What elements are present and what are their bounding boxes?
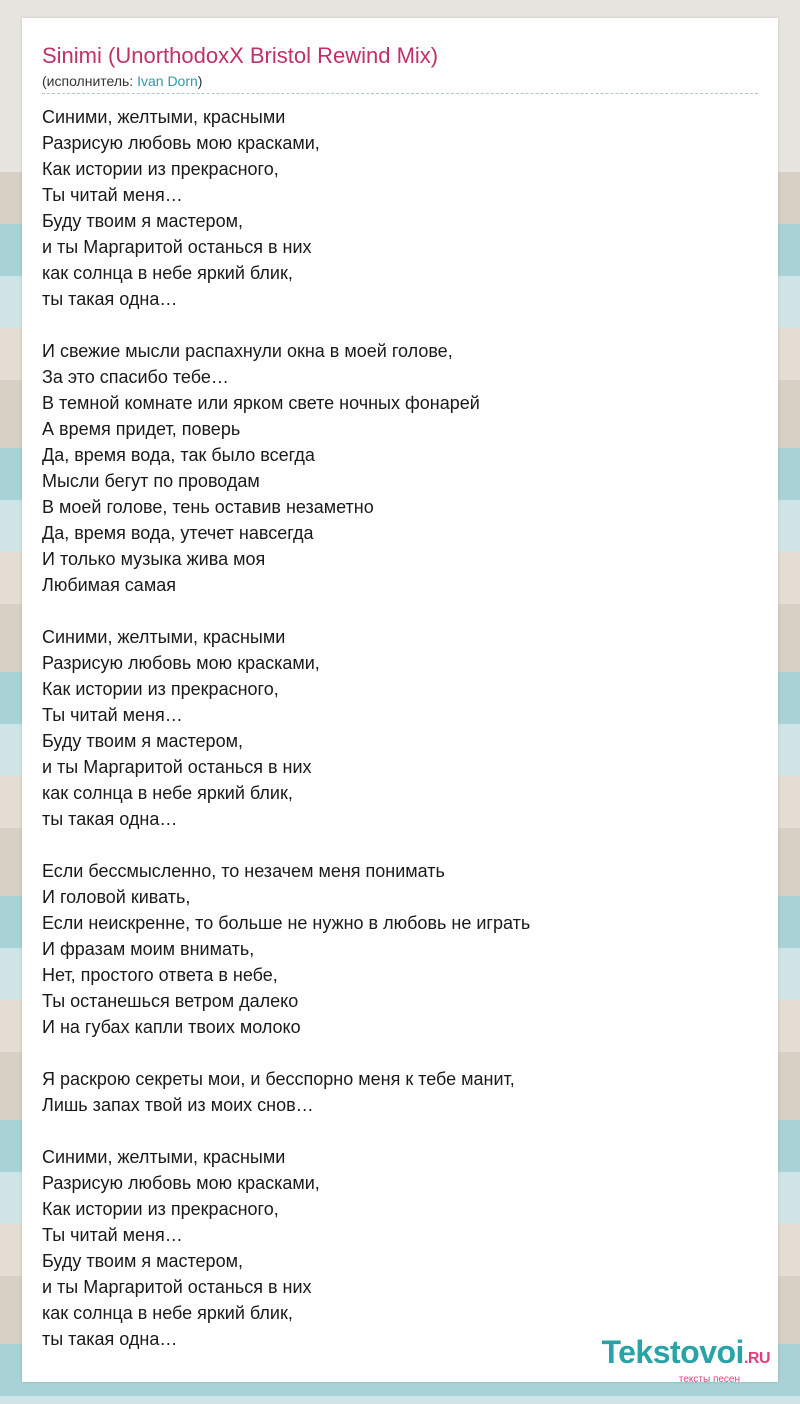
lyrics-line: Ты читай меня… (42, 1225, 183, 1245)
lyrics-card (22, 18, 778, 1382)
lyrics-line: Если неискренне, то больше не нужно в любовь не играть (42, 913, 531, 933)
lyrics-line: и ты Маргаритой останься в них (42, 757, 312, 777)
lyrics-line: Разрисую любовь мою красками, (42, 133, 320, 153)
lyrics-line: Как истории из прекрасного, (42, 679, 279, 699)
lyrics-line: Синими, желтыми, красными (42, 627, 286, 647)
lyrics-line: как солнца в небе яркий блик, (42, 783, 293, 803)
lyrics-stanza (42, 858, 758, 1040)
lyrics-line: Лишь запах твой из моих снов… (42, 1095, 314, 1115)
lyrics-line: ты такая одна… (42, 289, 178, 309)
lyrics-line: ты такая одна… (42, 1329, 178, 1349)
logo-tld: .RU (743, 1350, 770, 1367)
lyrics-line: Если бессмысленно, то незачем меня понимать (42, 861, 445, 881)
lyrics-line: Да, время вода, утечет навсегда (42, 523, 314, 543)
site-logo[interactable] (601, 1336, 770, 1386)
lyrics-line: Как истории из прекрасного, (42, 1199, 279, 1219)
lyrics-line: Я раскрою секреты мои, и бесспорно меня к тебе манит, (42, 1069, 515, 1089)
artist-link[interactable]: Ivan Dorn (137, 73, 198, 89)
lyrics-line: Синими, желтыми, красными (42, 1147, 286, 1167)
lyrics-line: За это спасибо тебе… (42, 367, 229, 387)
artist-prefix: (исполнитель: (42, 73, 138, 89)
lyrics-stanza (42, 1066, 758, 1118)
lyrics-line: Буду твоим я мастером, (42, 1251, 243, 1271)
lyrics-stanza (42, 338, 758, 598)
lyrics-line: Нет, простого ответа в небе, (42, 965, 278, 985)
lyrics-line: Мысли бегут по проводам (42, 471, 260, 491)
lyrics-line: Разрисую любовь мою красками, (42, 1173, 320, 1193)
header-divider (42, 93, 758, 94)
lyrics-stanza (42, 624, 758, 832)
lyrics-line: ты такая одна… (42, 809, 178, 829)
lyrics-line: как солнца в небе яркий блик, (42, 1303, 293, 1323)
lyrics-line: Ты читай меня… (42, 185, 183, 205)
lyrics-line: А время придет, поверь (42, 419, 241, 439)
logo-name: Tekstovoi (601, 1334, 744, 1370)
lyrics-line: И головой кивать, (42, 887, 191, 907)
lyrics-line: И свежие мысли распахнули окна в моей голове, (42, 341, 453, 361)
lyrics-line: Ты останешься ветром далеко (42, 991, 299, 1011)
lyrics-line: В моей голове, тень оставив незаметно (42, 497, 374, 517)
lyrics-line: Буду твоим я мастером, (42, 211, 243, 231)
lyrics-line: и ты Маргаритой останься в них (42, 237, 312, 257)
lyrics-stanza (42, 104, 758, 312)
lyrics-line: В темной комнате или ярком свете ночных фонарей (42, 393, 480, 413)
lyrics-line: Да, время вода, так было всегда (42, 445, 315, 465)
logo-tagline: тексты песен (678, 1374, 740, 1385)
lyrics-line: Ты читай меня… (42, 705, 183, 725)
lyrics-line: Буду твоим я мастером, (42, 731, 243, 751)
lyrics-line: Любимая самая (42, 575, 176, 595)
lyrics-text (42, 104, 758, 1378)
lyrics-line: Синими, желтыми, красными (42, 107, 286, 127)
lyrics-line: как солнца в небе яркий блик, (42, 263, 293, 283)
artist-suffix: ) (197, 73, 203, 89)
lyrics-line: Как истории из прекрасного, (42, 159, 279, 179)
lyrics-line: и ты Маргаритой останься в них (42, 1277, 312, 1297)
artist-line (42, 73, 202, 89)
song-title: Sinimi (UnorthodoxX Bristol Rewind Mix) (42, 43, 439, 68)
lyrics-line: И на губах капли твоих молоко (42, 1017, 301, 1037)
lyrics-line: И только музыка жива моя (42, 549, 266, 569)
lyrics-stanza (42, 1144, 758, 1352)
logo-wordmark (601, 1336, 770, 1375)
lyrics-line: Разрисую любовь мою красками, (42, 653, 320, 673)
lyrics-line: И фразам моим внимать, (42, 939, 255, 959)
